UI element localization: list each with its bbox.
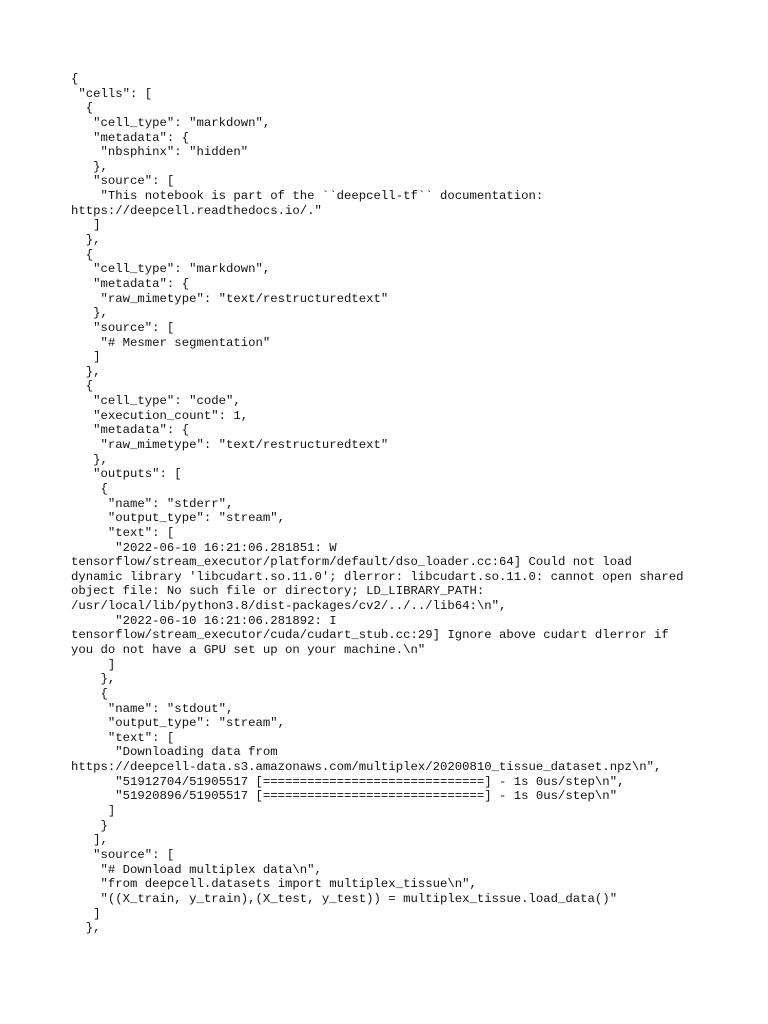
code-line: "2022-06-10 16:21:06.281851: W bbox=[71, 540, 337, 555]
code-line: ] bbox=[71, 350, 101, 365]
code-line: "metadata": { bbox=[71, 130, 190, 145]
code-line: ] bbox=[71, 804, 116, 819]
code-line: }, bbox=[71, 672, 116, 687]
code-line: }, bbox=[71, 452, 108, 467]
code-line: "51920896/51905517 [==============================] - 1s 0us/step\n" bbox=[71, 789, 618, 804]
code-line: }, bbox=[71, 159, 108, 174]
code-line: { bbox=[71, 481, 108, 496]
code-line: you do not have a GPU set up on your machine.\n" bbox=[71, 642, 426, 657]
code-line: { bbox=[71, 379, 94, 394]
code-line: "raw_mimetype": "text/restructuredtext" bbox=[71, 438, 389, 453]
code-line: { bbox=[71, 686, 108, 701]
code-line: "# Mesmer segmentation" bbox=[71, 335, 271, 350]
code-line: { bbox=[71, 247, 94, 262]
code-line: dynamic library 'libcudart.so.11.0'; dlerror: libcudart.so.11.0: cannot open shared bbox=[71, 569, 684, 584]
code-line: "cell_type": "markdown", bbox=[71, 262, 271, 277]
code-line: "((X_train, y_train),(X_test, y_test)) = multiplex_tissue.load_data()" bbox=[71, 891, 618, 906]
code-line: }, bbox=[71, 306, 108, 321]
code-line: "Downloading data from bbox=[71, 745, 278, 760]
code-line: tensorflow/stream_executor/cuda/cudart_stub.cc:29] Ignore above cudart dlerror if bbox=[71, 628, 669, 643]
code-line: "output_type": "stream", bbox=[71, 716, 286, 731]
code-line: "metadata": { bbox=[71, 276, 190, 291]
code-line: "outputs": [ bbox=[71, 467, 182, 482]
code-line: /usr/local/lib/python3.8/dist-packages/cv2/../../lib64:\n", bbox=[71, 599, 507, 614]
code-line: "output_type": "stream", bbox=[71, 511, 286, 526]
code-line: "This notebook is part of the ``deepcell-tf`` documentation: bbox=[71, 189, 544, 204]
code-line: "source": [ bbox=[71, 847, 175, 862]
code-line: "51912704/51905517 [==============================] - 1s 0us/step\n", bbox=[71, 774, 625, 789]
code-line: }, bbox=[71, 921, 101, 936]
code-line: ], bbox=[71, 833, 108, 848]
code-line: { bbox=[71, 72, 79, 86]
code-line: ] bbox=[71, 906, 101, 921]
code-line: "source": [ bbox=[71, 320, 175, 335]
code-line: } bbox=[71, 818, 108, 833]
code-line: "raw_mimetype": "text/restructuredtext" bbox=[71, 291, 389, 306]
code-line: "source": [ bbox=[71, 174, 175, 189]
code-line: "text": [ bbox=[71, 730, 175, 745]
code-line: "2022-06-10 16:21:06.281892: I bbox=[71, 613, 337, 628]
code-line: ] bbox=[71, 218, 101, 233]
code-line: { bbox=[71, 101, 94, 116]
code-line: "# Download multiplex data\n", bbox=[71, 862, 322, 877]
code-line: "name": "stdout", bbox=[71, 701, 234, 716]
code-line: }, bbox=[71, 233, 101, 248]
code-line: ] bbox=[71, 657, 116, 672]
code-line: https://deepcell.readthedocs.io/." bbox=[71, 203, 322, 218]
code-line: "metadata": { bbox=[71, 423, 190, 438]
code-line: "nbsphinx": "hidden" bbox=[71, 145, 249, 160]
code-line: }, bbox=[71, 364, 101, 379]
code-line: "from deepcell.datasets import multiplex_tissue\n", bbox=[71, 877, 477, 892]
code-line: "text": [ bbox=[71, 525, 175, 540]
code-line: "execution_count": 1, bbox=[71, 408, 249, 423]
code-line: object file: No such file or directory; LD_LIBRARY_PATH: bbox=[71, 584, 485, 599]
code-line: tensorflow/stream_executor/platform/default/dso_loader.cc:64] Could not load bbox=[71, 555, 632, 570]
code-line: "cell_type": "markdown", bbox=[71, 115, 271, 130]
code-line: "cells": [ bbox=[71, 86, 153, 101]
code-line: https://deepcell-data.s3.amazonaws.com/multiplex/20200810_tissue_dataset.npz\n", bbox=[71, 760, 662, 775]
code-line: "name": "stderr", bbox=[71, 496, 234, 511]
notebook-json-text bbox=[71, 72, 711, 936]
code-line: "cell_type": "code", bbox=[71, 394, 241, 409]
